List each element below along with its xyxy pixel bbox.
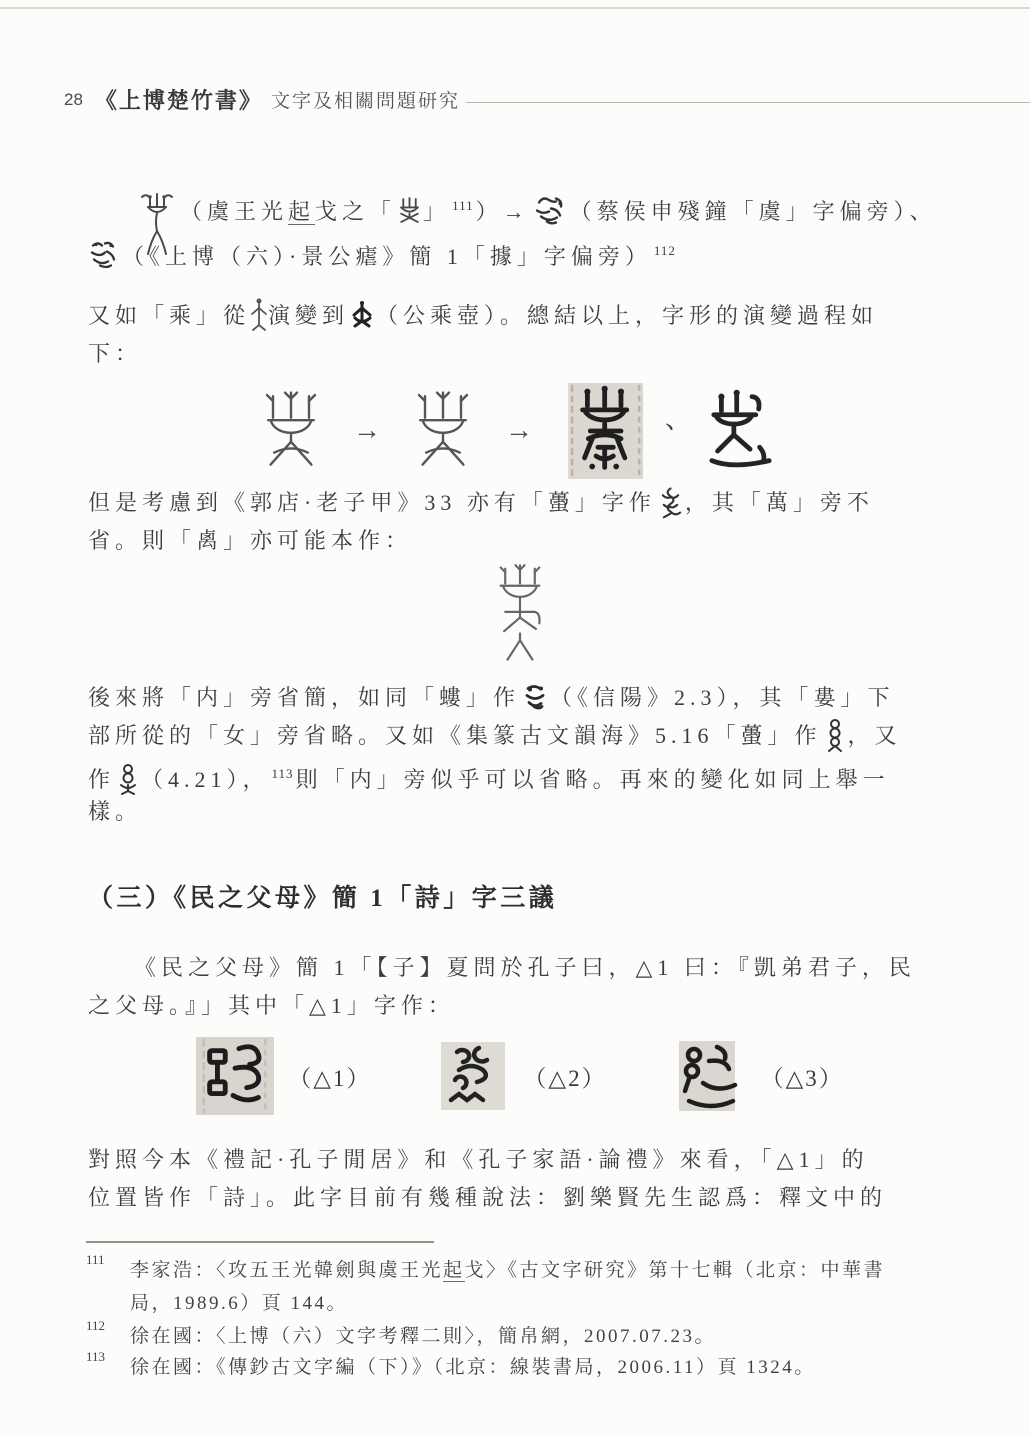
ancient-glyph-crab-icon xyxy=(533,194,567,225)
text-run: 演變到 xyxy=(268,303,350,328)
text-run: 但是考慮到《郭店·老子甲》33 亦有「蠆」字作 xyxy=(88,490,656,515)
character-evolution-diagram xyxy=(88,381,952,481)
text-run: （《上博（六）·景公瘧》簡 1「據」字偏旁） xyxy=(122,244,652,269)
text-run: 對照今本《禮記·孔子閒居》和《孔子家語·論禮》來看，「△1」的 xyxy=(88,1147,869,1172)
footnote-marker: 111 xyxy=(86,1252,105,1267)
book-title: 《上博楚竹書》 xyxy=(94,88,263,113)
text-run: （公乘壺）。總結以上，字形的演變過程如 xyxy=(376,303,879,328)
ancient-glyph-lou-icon xyxy=(522,682,548,711)
footnote-ref: 112 xyxy=(653,243,676,258)
text-run: 之父母。』」其中「△1」字作： xyxy=(88,993,455,1018)
delta2-rubbing-icon xyxy=(437,1039,509,1113)
page-number: 28 xyxy=(64,89,83,109)
header-rule xyxy=(466,102,1030,103)
text-run-underlined: 起 xyxy=(443,1260,465,1281)
text-run: （蔡侯申殘鐘「虞」字偏旁）、 xyxy=(569,199,937,224)
text-run: （《信陽》2.3），其「婁」下 xyxy=(550,685,895,710)
text-run: 樣。 xyxy=(88,799,143,824)
text-run: 位置皆作「詩」。此字目前有幾種說法：劉樂賢先生認爲：釋文中的 xyxy=(88,1185,888,1210)
book-subtitle: 文字及相關問題研究 xyxy=(270,91,460,112)
arrow-icon: → xyxy=(504,415,533,446)
enumeration-comma: 、 xyxy=(664,404,691,434)
diagram-seal-form2-icon xyxy=(407,389,479,473)
delta1-label: （△1） xyxy=(288,1065,372,1091)
footnote-ref: 113 xyxy=(271,766,294,781)
text-line xyxy=(88,948,998,988)
text-line xyxy=(88,334,952,374)
text-line xyxy=(88,1140,952,1180)
delta3-label: （△3） xyxy=(760,1065,844,1091)
footnote-marker: 112 xyxy=(86,1318,106,1333)
text-run: 徐在國：〈上博（六）文字考釋二則〉，簡帛網，2007.07.23。 xyxy=(130,1326,717,1347)
delta2-label: （△2） xyxy=(523,1065,607,1091)
text-run: 作 xyxy=(88,767,116,792)
text-run: 戈〉《古文字研究》第十七輯（北京：中華書 xyxy=(464,1260,886,1281)
text-line xyxy=(88,716,952,756)
isolated-glyph-figure xyxy=(88,563,952,673)
text-run: 李家浩：〈攻五王光韓劍與虞王光 xyxy=(130,1260,444,1281)
text-line xyxy=(88,792,952,832)
text-line xyxy=(88,1178,952,1218)
text-run: ，又 xyxy=(847,723,902,748)
footnote-line xyxy=(130,1288,960,1320)
text-run: 」 xyxy=(423,199,451,224)
running-header xyxy=(64,84,1030,115)
text-line xyxy=(88,483,952,523)
text-run: （虞王光 xyxy=(180,199,289,224)
ancient-glyph-chai-icon xyxy=(658,485,683,519)
text-run: 部所從的「女」旁省略。又如《集篆古文韻海》5.16「蠆」作 xyxy=(88,723,822,748)
scan-edge-line xyxy=(0,7,1030,9)
text-run: 又如「乘」從 xyxy=(88,303,251,328)
ancient-glyph-quoted-icon xyxy=(396,196,423,223)
ancient-glyph-cheng-light-icon xyxy=(250,298,268,331)
diagram-rubbing-dark2-icon xyxy=(697,388,785,474)
text-line xyxy=(88,678,952,718)
ancient-glyph-dense-icon xyxy=(88,239,118,270)
text-run: 局，1989.6）頁 144。 xyxy=(130,1293,349,1314)
reconstructed-xie-glyph-icon xyxy=(480,563,560,671)
footnote-ref: 111 xyxy=(452,198,474,213)
footnote-marker: 113 xyxy=(86,1349,106,1364)
text-run: 徐在國：《傳鈔古文字編（下）》（北京：線裝書局，2006.11）頁 1324。 xyxy=(130,1357,816,1378)
footnote-separator-rule xyxy=(86,1241,434,1243)
text-run: 省。則「禼」亦可能本作： xyxy=(88,528,413,553)
text-run: ，其「萬」旁不 xyxy=(684,490,874,515)
ancient-glyph-cheng-dark-icon xyxy=(351,300,374,328)
delta-glyph-figure-row xyxy=(88,1033,952,1119)
footnote-line xyxy=(130,1321,960,1353)
text-line xyxy=(88,296,952,336)
ancient-glyph-chai-a-icon xyxy=(824,718,846,752)
arrow-icon: → xyxy=(352,415,381,446)
section-heading: （三）《民之父母》簡 1「詩」字三議 xyxy=(88,885,558,912)
text-run: ）→ xyxy=(475,199,530,224)
text-run-underlined: 起 xyxy=(288,199,316,224)
ancient-glyph-chai-b-icon xyxy=(117,763,139,795)
diagram-rubbing-dark1-icon xyxy=(559,383,659,479)
delta3-rubbing-icon xyxy=(673,1038,747,1114)
text-run: 下： xyxy=(88,341,143,366)
text-run: （4.21）， xyxy=(141,767,270,792)
text-line xyxy=(88,521,952,561)
text-line xyxy=(88,986,952,1026)
diagram-seal-form1-icon xyxy=(255,389,327,473)
footnote-line xyxy=(130,1352,960,1384)
delta1-rubbing-icon xyxy=(196,1036,274,1116)
text-run: 《民之父母》簡 1「【子】夏問於孔子曰，△1 曰：『凱弟君子，民 xyxy=(134,955,916,980)
footnote-line xyxy=(130,1255,960,1287)
text-run: 則「内」旁似乎可以省略。再來的變化如同上舉一 xyxy=(295,767,890,792)
text-line xyxy=(88,231,952,277)
text-run: 後來將「内」旁省簡，如同「螻」作 xyxy=(88,685,521,710)
text-run: 戈之「 xyxy=(315,199,397,224)
